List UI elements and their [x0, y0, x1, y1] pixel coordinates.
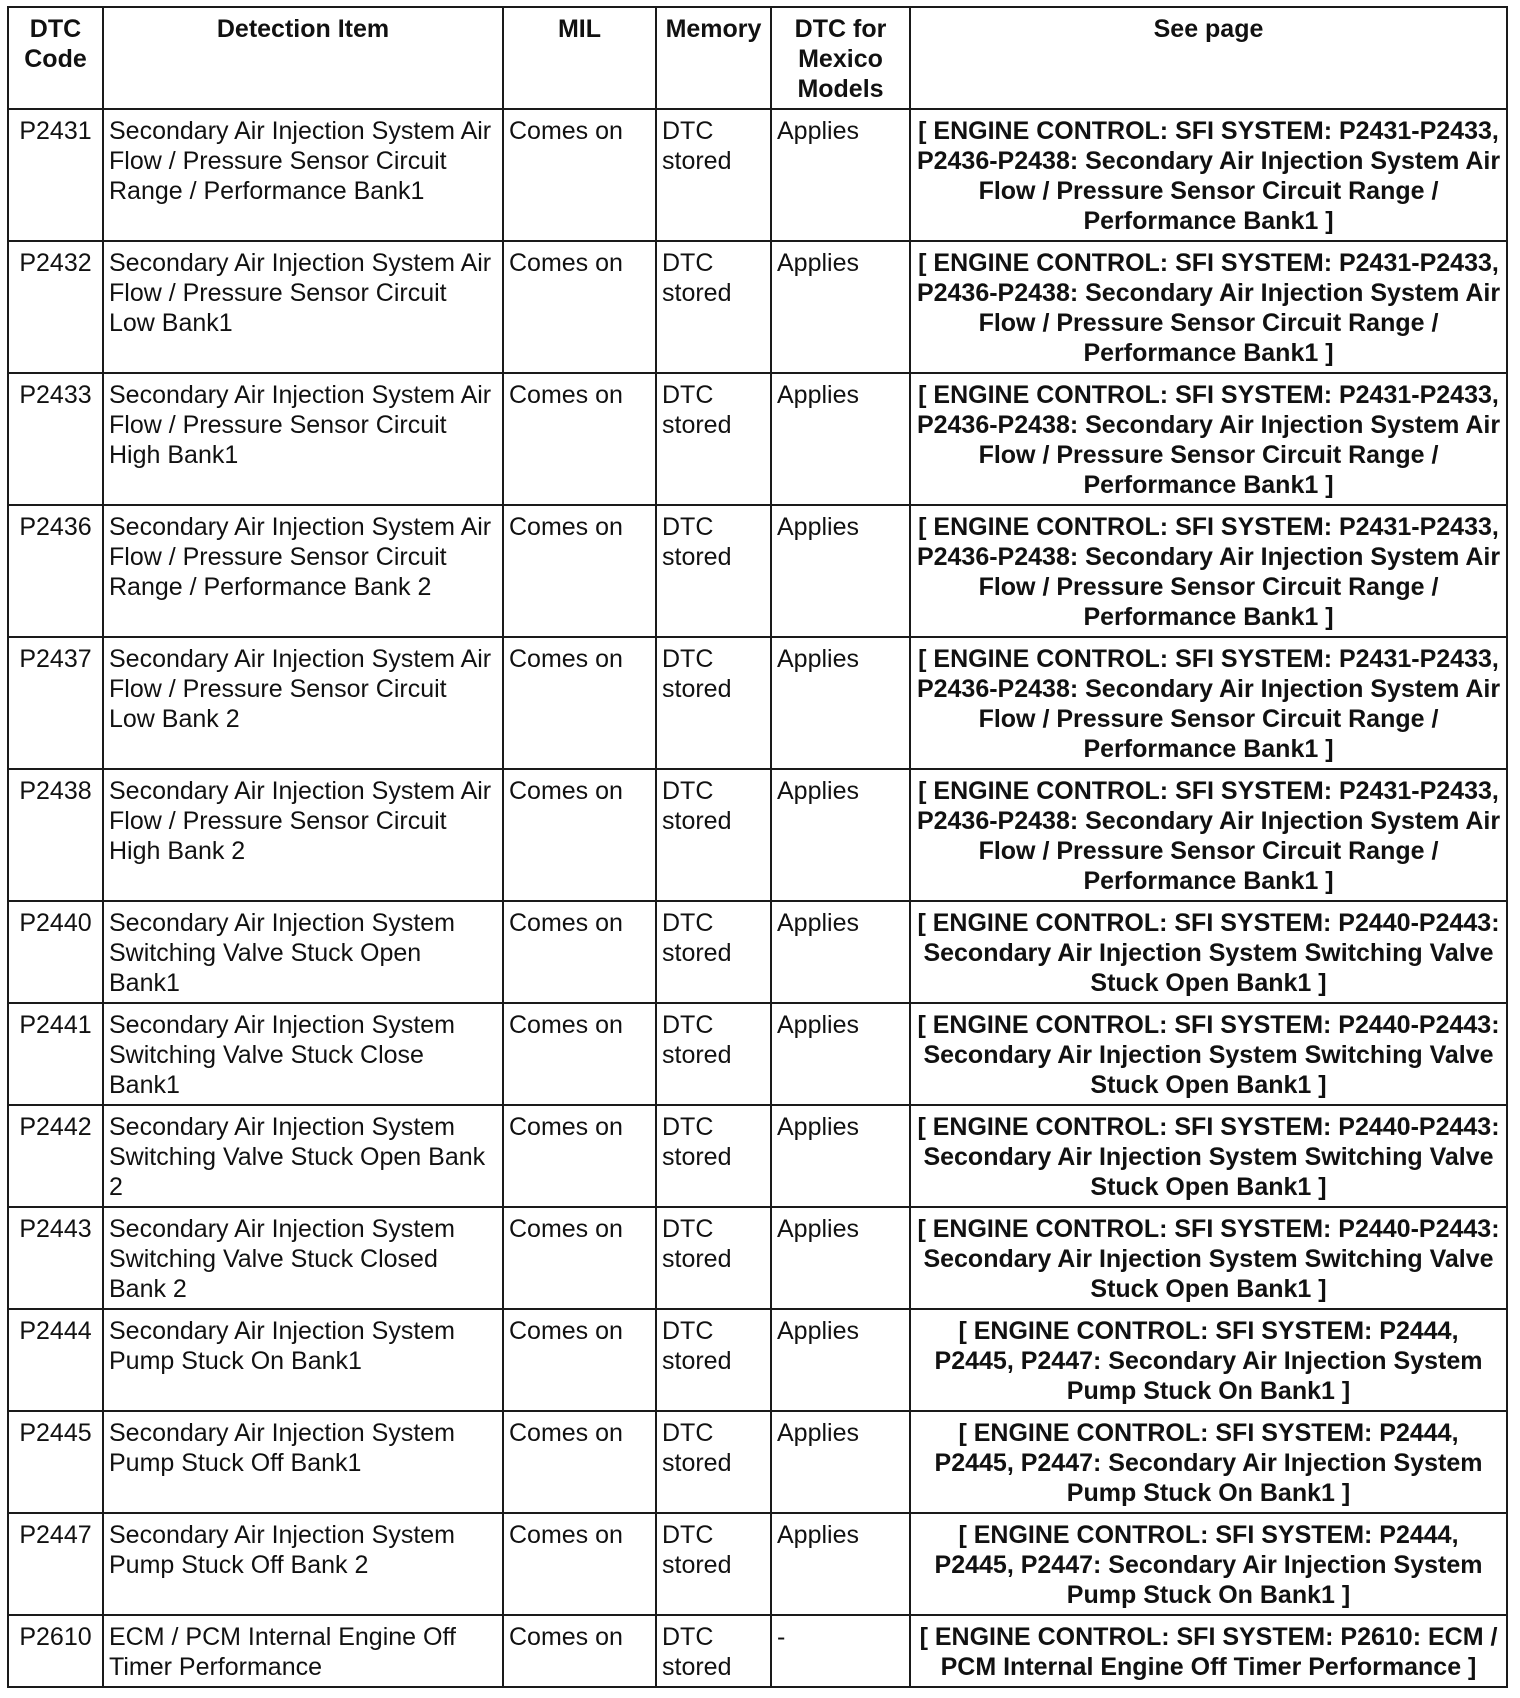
header-mexico-line3: Models: [797, 75, 884, 103]
cell-see-page-link[interactable]: [ ENGINE CONTROL: SFI SYSTEM: P2431-P2433, P2436-P2438: Secondary Air Injection System Air Flow / Pressure Sensor Circuit Range / Performance Bank1 ]: [910, 241, 1507, 373]
header-detection-item: Detection Item: [103, 7, 503, 109]
cell-detection-item: Secondary Air Injection System Switching Valve Stuck Close Bank1: [103, 1003, 503, 1105]
cell-mexico-models: Applies: [771, 505, 910, 637]
table-row: [8, 109, 1507, 241]
header-dtc-code: [8, 7, 103, 109]
cell-mil: Comes on: [503, 1615, 656, 1687]
dtc-table: [7, 6, 1508, 1688]
cell-mexico-models: Applies: [771, 1105, 910, 1207]
table-row: [8, 1207, 1507, 1309]
cell-mil: Comes on: [503, 637, 656, 769]
cell-mil: Comes on: [503, 1411, 656, 1513]
table-body: [8, 109, 1507, 1687]
cell-detection-item: Secondary Air Injection System Air Flow / Pressure Sensor Circuit High Bank 2: [103, 769, 503, 901]
cell-see-page-link[interactable]: [ ENGINE CONTROL: SFI SYSTEM: P2444, P2445, P2447: Secondary Air Injection System Pump Stuck On Bank1 ]: [910, 1411, 1507, 1513]
cell-detection-item: Secondary Air Injection System Air Flow / Pressure Sensor Circuit Low Bank1: [103, 241, 503, 373]
table-header-row: [8, 7, 1507, 109]
cell-dtc-code: P2445: [8, 1411, 103, 1513]
cell-mexico-models: Applies: [771, 109, 910, 241]
header-see-page: See page: [910, 7, 1507, 109]
cell-dtc-code: P2432: [8, 241, 103, 373]
header-memory: Memory: [656, 7, 771, 109]
table-row: [8, 1513, 1507, 1615]
cell-mil: Comes on: [503, 505, 656, 637]
cell-memory: DTC stored: [656, 505, 771, 637]
cell-see-page-link[interactable]: [ ENGINE CONTROL: SFI SYSTEM: P2431-P2433, P2436-P2438: Secondary Air Injection System Air Flow / Pressure Sensor Circuit Range / Performance Bank1 ]: [910, 637, 1507, 769]
cell-see-page-link[interactable]: [ ENGINE CONTROL: SFI SYSTEM: P2431-P2433, P2436-P2438: Secondary Air Injection System Air Flow / Pressure Sensor Circuit Range / Performance Bank1 ]: [910, 769, 1507, 901]
cell-mil: Comes on: [503, 769, 656, 901]
table-row: [8, 1411, 1507, 1513]
cell-mexico-models: Applies: [771, 373, 910, 505]
cell-memory: DTC stored: [656, 109, 771, 241]
cell-memory: DTC stored: [656, 1003, 771, 1105]
cell-mexico-models: Applies: [771, 1411, 910, 1513]
table-row: [8, 637, 1507, 769]
cell-detection-item: Secondary Air Injection System Pump Stuck On Bank1: [103, 1309, 503, 1411]
cell-mil: Comes on: [503, 1513, 656, 1615]
cell-see-page-link[interactable]: [ ENGINE CONTROL: SFI SYSTEM: P2431-P2433, P2436-P2438: Secondary Air Injection System Air Flow / Pressure Sensor Circuit Range / Performance Bank1 ]: [910, 109, 1507, 241]
cell-mil: Comes on: [503, 241, 656, 373]
table-row: [8, 505, 1507, 637]
cell-see-page-link[interactable]: [ ENGINE CONTROL: SFI SYSTEM: P2444, P2445, P2447: Secondary Air Injection System Pump Stuck On Bank1 ]: [910, 1513, 1507, 1615]
header-mexico-models: [771, 7, 910, 109]
table-row: [8, 1309, 1507, 1411]
cell-detection-item: Secondary Air Injection System Switching Valve Stuck Open Bank1: [103, 901, 503, 1003]
cell-dtc-code: P2444: [8, 1309, 103, 1411]
cell-dtc-code: P2433: [8, 373, 103, 505]
cell-memory: DTC stored: [656, 1207, 771, 1309]
cell-mexico-models: Applies: [771, 1207, 910, 1309]
cell-mil: Comes on: [503, 373, 656, 505]
cell-mexico-models: -: [771, 1615, 910, 1687]
cell-mil: Comes on: [503, 1003, 656, 1105]
cell-mil: Comes on: [503, 109, 656, 241]
header-mil: MIL: [503, 7, 656, 109]
cell-memory: DTC stored: [656, 637, 771, 769]
table-row: [8, 1003, 1507, 1105]
cell-detection-item: Secondary Air Injection System Switching Valve Stuck Open Bank 2: [103, 1105, 503, 1207]
table-row: [8, 769, 1507, 901]
header-dtc-code-line2: Code: [24, 45, 87, 73]
cell-mexico-models: Applies: [771, 1003, 910, 1105]
cell-mexico-models: Applies: [771, 901, 910, 1003]
cell-detection-item: ECM / PCM Internal Engine Off Timer Performance: [103, 1615, 503, 1687]
table-row: [8, 1615, 1507, 1687]
cell-memory: DTC stored: [656, 1615, 771, 1687]
header-mexico-line2: Mexico: [798, 45, 883, 73]
cell-dtc-code: P2431: [8, 109, 103, 241]
cell-mil: Comes on: [503, 901, 656, 1003]
cell-mil: Comes on: [503, 1105, 656, 1207]
cell-dtc-code: P2440: [8, 901, 103, 1003]
cell-mil: Comes on: [503, 1207, 656, 1309]
cell-dtc-code: P2437: [8, 637, 103, 769]
table-row: [8, 901, 1507, 1003]
table-row: [8, 1105, 1507, 1207]
cell-memory: DTC stored: [656, 373, 771, 505]
cell-detection-item: Secondary Air Injection System Switching Valve Stuck Closed Bank 2: [103, 1207, 503, 1309]
table-row: [8, 241, 1507, 373]
cell-see-page-link[interactable]: [ ENGINE CONTROL: SFI SYSTEM: P2444, P2445, P2447: Secondary Air Injection System Pump Stuck On Bank1 ]: [910, 1309, 1507, 1411]
cell-memory: DTC stored: [656, 1513, 771, 1615]
cell-dtc-code: P2442: [8, 1105, 103, 1207]
cell-see-page-link[interactable]: [ ENGINE CONTROL: SFI SYSTEM: P2431-P2433, P2436-P2438: Secondary Air Injection System Air Flow / Pressure Sensor Circuit Range / Performance Bank1 ]: [910, 505, 1507, 637]
cell-detection-item: Secondary Air Injection System Air Flow / Pressure Sensor Circuit Low Bank 2: [103, 637, 503, 769]
header-dtc-code-line1: DTC: [29, 15, 82, 43]
cell-mexico-models: Applies: [771, 1309, 910, 1411]
table-row: [8, 373, 1507, 505]
cell-mexico-models: Applies: [771, 769, 910, 901]
cell-detection-item: Secondary Air Injection System Air Flow / Pressure Sensor Circuit Range / Performance Bank1: [103, 109, 503, 241]
cell-mexico-models: Applies: [771, 241, 910, 373]
cell-dtc-code: P2441: [8, 1003, 103, 1105]
cell-dtc-code: P2438: [8, 769, 103, 901]
cell-memory: DTC stored: [656, 769, 771, 901]
header-mexico-line1: DTC for: [794, 15, 887, 43]
cell-detection-item: Secondary Air Injection System Pump Stuck Off Bank 2: [103, 1513, 503, 1615]
cell-memory: DTC stored: [656, 1105, 771, 1207]
cell-mexico-models: Applies: [771, 637, 910, 769]
cell-see-page-link[interactable]: [ ENGINE CONTROL: SFI SYSTEM: P2440-P2443: Secondary Air Injection System Switching Valve Stuck Open Bank1 ]: [910, 901, 1507, 1003]
cell-memory: DTC stored: [656, 901, 771, 1003]
cell-dtc-code: P2443: [8, 1207, 103, 1309]
cell-mexico-models: Applies: [771, 1513, 910, 1615]
cell-see-page-link[interactable]: [ ENGINE CONTROL: SFI SYSTEM: P2440-P2443: Secondary Air Injection System Switching Valve Stuck Open Bank1 ]: [910, 1207, 1507, 1309]
cell-memory: DTC stored: [656, 241, 771, 373]
cell-see-page-link[interactable]: [ ENGINE CONTROL: SFI SYSTEM: P2440-P2443: Secondary Air Injection System Switching Valve Stuck Open Bank1 ]: [910, 1105, 1507, 1207]
cell-see-page-link[interactable]: [ ENGINE CONTROL: SFI SYSTEM: P2610: ECM / PCM Internal Engine Off Timer Performance ]: [910, 1615, 1507, 1687]
cell-see-page-link[interactable]: [ ENGINE CONTROL: SFI SYSTEM: P2431-P2433, P2436-P2438: Secondary Air Injection System Air Flow / Pressure Sensor Circuit Range / Performance Bank1 ]: [910, 373, 1507, 505]
cell-detection-item: Secondary Air Injection System Air Flow / Pressure Sensor Circuit High Bank1: [103, 373, 503, 505]
cell-detection-item: Secondary Air Injection System Air Flow / Pressure Sensor Circuit Range / Performance Bank 2: [103, 505, 503, 637]
cell-mil: Comes on: [503, 1309, 656, 1411]
cell-dtc-code: P2610: [8, 1615, 103, 1687]
cell-see-page-link[interactable]: [ ENGINE CONTROL: SFI SYSTEM: P2440-P2443: Secondary Air Injection System Switching Valve Stuck Open Bank1 ]: [910, 1003, 1507, 1105]
cell-detection-item: Secondary Air Injection System Pump Stuck Off Bank1: [103, 1411, 503, 1513]
cell-memory: DTC stored: [656, 1309, 771, 1411]
cell-memory: DTC stored: [656, 1411, 771, 1513]
cell-dtc-code: P2436: [8, 505, 103, 637]
cell-dtc-code: P2447: [8, 1513, 103, 1615]
